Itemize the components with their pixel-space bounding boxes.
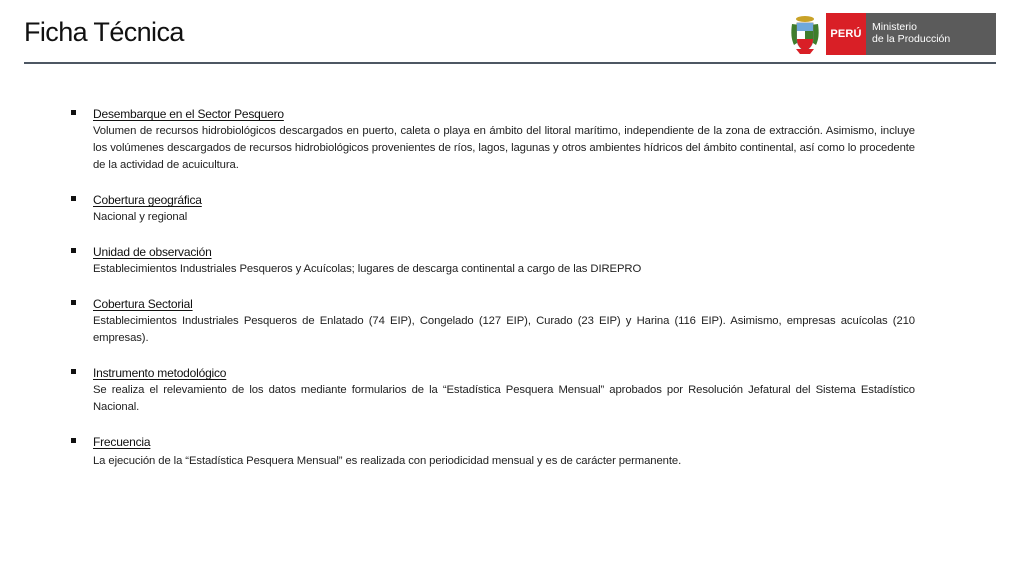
item-title: Desembarque en el Sector Pesquero: [93, 107, 284, 121]
technical-sheet-list: [70, 106, 915, 488]
title-divider: [24, 62, 996, 64]
item-title: Cobertura geográfica: [93, 193, 202, 207]
ministry-line-1: Ministerio: [872, 21, 917, 33]
item-title: Unidad de observación: [93, 245, 212, 259]
list-item: [70, 192, 915, 226]
item-title: Frecuencia: [93, 435, 151, 449]
bullet-icon: [71, 300, 76, 305]
item-description: Se realiza el relevamiento de los datos mediante formularios de la “Estadística Pesquera Mensual” aprobados por Resolución Jefatural del Sistema Estadístico Nacional.: [93, 384, 915, 413]
bullet-icon: [71, 438, 76, 443]
coat-of-arms-icon: [788, 13, 822, 55]
item-title: Instrumento metodológico: [93, 366, 227, 380]
item-description: Establecimientos Industriales Pesqueros de Enlatado (74 EIP), Congelado (127 EIP), Curado (23 EIP) y Harina (116 EIP). Asimismo, empresas acuícolas (210 empresas).: [93, 315, 915, 344]
bullet-icon: [71, 110, 76, 115]
bullet-icon: [71, 248, 76, 253]
item-description: Establecimientos Industriales Pesqueros y Acuícolas; lugares de descarga continental a cargo de las DIREPRO: [93, 263, 642, 275]
item-title: Cobertura Sectorial: [93, 297, 193, 311]
page-title: Ficha Técnica: [24, 17, 184, 47]
bullet-icon: [71, 369, 76, 374]
list-item: [70, 365, 915, 416]
item-description: Nacional y regional: [93, 211, 188, 223]
ministry-name: [866, 13, 996, 55]
ministry-logo: [788, 13, 996, 55]
bullet-icon: [71, 196, 76, 201]
list-item: [70, 244, 915, 278]
list-item: [70, 106, 915, 174]
item-description: Volumen de recursos hidrobiológicos descargados en puerto, caleta o playa en ámbito del litoral marítimo, independiente de la zona de extracción. Asimismo, incluye los volúmenes descargados de recursos hidrobiológicos provenientes de ríos, lagos, lagunas y otros ambientes hídricos del ámbito continental, así como lo procedente de la actividad de acuicultura.: [93, 125, 915, 171]
ministry-line-2: de la Producción: [872, 33, 951, 45]
list-item: [70, 296, 915, 347]
country-badge: PERÚ: [826, 13, 866, 55]
list-item: [70, 434, 915, 470]
item-description: La ejecución de la “Estadística Pesquera Mensual” es realizada con periodicidad mensual y es de carácter permanente.: [93, 455, 682, 467]
